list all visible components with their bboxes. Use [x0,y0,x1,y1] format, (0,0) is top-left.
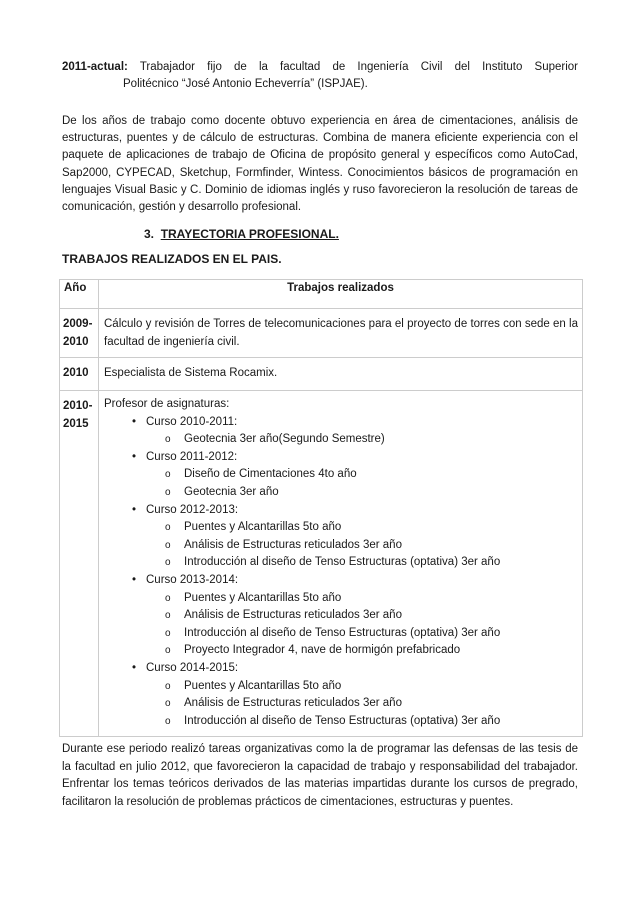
circle-bullet-icon: o [165,715,171,727]
subject-label: Puentes y Alcantarillas 5to año [184,521,342,534]
course-label: Curso 2011-2012: [146,450,238,463]
subject-label: Introducción al diseño de Tenso Estructuras (optativa) 3er año [184,714,501,727]
subject-label: Geotecnia 3er año [184,485,279,498]
circle-bullet-icon: o [165,434,171,446]
list-item [104,642,578,660]
circle-bullet-icon: o [165,557,171,569]
course-list [104,414,578,731]
bullet-icon: • [131,661,137,674]
subject-label: Geotecnia 3er año(Segundo Semestre) [184,433,385,446]
column-header-work: Trabajos realizados [99,280,583,309]
teaching-intro: Profesor de asignaturas: [104,398,230,410]
circle-bullet-icon: o [165,592,171,604]
table-header-row [60,280,583,309]
circle-bullet-icon: o [165,698,171,710]
course-label: Curso 2012-2013: [146,503,239,516]
entry-line-1: Trabajador fijo de la facultad de Ingeniería Civil del Instituto Superior [139,61,578,73]
row-work: Especialista de Sistema Rocamix. [99,358,583,391]
bullet-icon: • [131,415,137,428]
subject-label: Análisis de Estructuras reticulados 3er año [184,609,402,622]
circle-bullet-icon: o [165,610,171,622]
circle-bullet-icon: o [165,486,171,498]
entry-line-2: Politécnico “José Antonio Echeverría” (ISPJAE). [123,78,368,90]
column-header-year: Año [60,280,99,309]
list-item [104,554,578,572]
subject-label: Proyecto Integrador 4, nave de hormigón prefabricado [184,644,461,657]
circle-bullet-icon: o [165,469,171,481]
list-item [104,713,578,731]
row-work: Cálculo y revisión de Torres de telecomunicaciones para el proyecto de torres con sede en la facultad de ingeniería civil. [99,309,583,358]
list-item [104,625,578,643]
circle-bullet-icon: o [165,680,171,692]
list-item [104,519,578,537]
subject-label: Puentes y Alcantarillas 5to año [184,679,342,692]
list-item [104,572,578,590]
summary-paragraph: Durante ese periodo realizó tareas organizativas como la de programar las defensas de las tesis de la facultad en julio 2012, que favorecieron la capacidad de trabajo y responsabilidad del trabajador. Enfrentar los temas teóricos derivados de las materias impartidas durante los cursos de pregrado, facilitaron la resolución de problemas prácticos de cimentaciones, estructuras y puentes. [62,743,578,808]
list-item [104,431,578,449]
list-item [104,466,578,484]
section-title: TRAYECTORIA PROFESIONAL. [160,227,339,241]
subject-label: Introducción al diseño de Tenso Estructuras (optativa) 3er año [184,626,501,639]
bullet-icon: • [131,450,137,463]
list-item [104,678,578,696]
circle-bullet-icon: o [165,627,171,639]
subsection-heading: TRABAJOS REALIZADOS EN EL PAIS. [62,252,282,266]
course-label: Curso 2010-2011: [146,415,238,428]
list-item [104,414,578,432]
course-label: Curso 2014-2015: [146,661,239,674]
experience-paragraph: De los años de trabajo como docente obtuvo experiencia en área de cimentaciones, análisis de estructuras, puentes y de cálculo de estructuras. Combina de manera eficiente experiencia con el paquete de aplicaciones de trabajo de Oficina de propósito general y específicos como AutoCad, Sap2000, CYPECAD, Sketchup, Formfinder, Wintess. Conocimientos básicos de programación en lenguajes Visual Basic y C. Dominio de idiomas inglés y ruso favorecieron la resolución de tareas de comunicación, gestión y desarrollo profesional. [62,115,578,214]
subject-label: Diseño de Cimentaciones 4to año [184,468,357,481]
table-row [60,391,583,737]
list-item [104,660,578,678]
table-row [60,358,583,391]
bullet-icon: • [131,503,137,516]
row-year: 2009-2010 [60,309,99,358]
table-row [60,309,583,358]
subject-label: Puentes y Alcantarillas 5to año [184,591,342,604]
row-year: 2010 [60,358,99,391]
subject-label: Introducción al diseño de Tenso Estructuras (optativa) 3er año [184,556,501,569]
subject-label: Análisis de Estructuras reticulados 3er año [184,697,402,710]
jobs-table [59,279,583,737]
subject-label: Análisis de Estructuras reticulados 3er año [184,538,402,551]
circle-bullet-icon: o [165,645,171,657]
list-item [104,449,578,467]
circle-bullet-icon: o [165,522,171,534]
list-item [104,607,578,625]
course-label: Curso 2013-2014: [146,573,239,586]
entry-year: 2011-actual: [62,61,128,73]
list-item [104,537,578,555]
list-item [104,695,578,713]
section-number: 3. [144,227,155,241]
section-heading [144,227,339,241]
bullet-icon: • [131,573,137,586]
employment-entry [62,59,578,93]
circle-bullet-icon: o [165,539,171,551]
list-item [104,502,578,520]
row-year: 2010-2015 [60,391,99,737]
row-work [99,391,583,737]
list-item [104,590,578,608]
list-item [104,484,578,502]
